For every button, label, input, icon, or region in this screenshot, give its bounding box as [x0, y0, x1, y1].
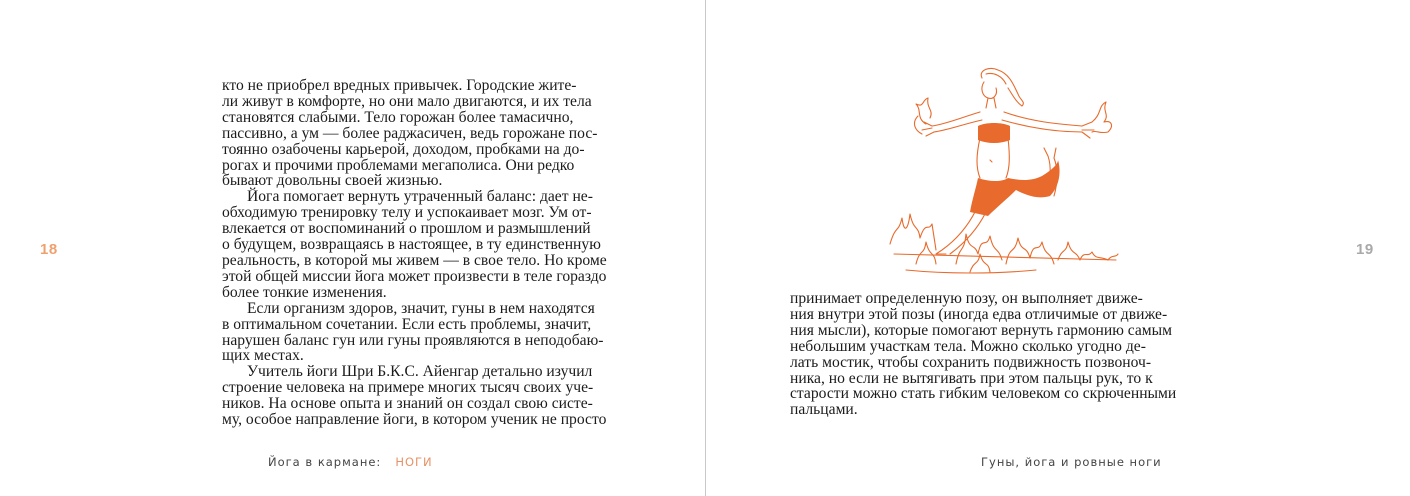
paragraph-start-line: Если организм здоров, значит, гуны в нем находятся [247, 299, 595, 317]
text-line: ников. На основе опыта и знаний он создал свою систе- [222, 395, 593, 413]
text-line: становятся слабыми. Тело горожан более тамасично, [222, 108, 574, 126]
paragraph-start-line: Учитель йоги Шри Б.К.С. Айенгар детально изучил [247, 363, 593, 381]
text-line: тоянно озабочены карьерой, доходом, пробками на до- [222, 140, 585, 158]
text-line: кто не приобрел вредных привычек. Городские жите- [222, 77, 577, 94]
text-line: пассивно, а ум — более раджасичен, ведь горожане пос- [222, 124, 598, 142]
text-line: му, особое направление йоги, в котором ученик не просто [222, 411, 607, 429]
text-line: этой общей миссии йога может произвести в теле гораздо [222, 267, 607, 285]
paragraph-start-line: Йога помогает вернуть утраченный баланс: дает не- [247, 188, 593, 206]
text-line: в оптимальном сочетании. Если есть проблемы, значит, [222, 315, 592, 333]
text-line: рогах и прочими проблемами мегаполиса. Они редко [222, 156, 575, 174]
text-line: бывают довольны своей жизнью. [222, 172, 443, 190]
running-head-section: НОГИ [395, 455, 433, 469]
running-head-left [268, 455, 433, 469]
text-line: старости можно стать гибким человеком со скрюченными [790, 385, 1177, 403]
page-number-right: 19 [1356, 241, 1374, 258]
page-number-left: 18 [40, 241, 58, 258]
text-line: влекается от воспоминаний о прошлом и размышлений [222, 220, 591, 238]
text-line: небольшим участкам тела. Можно сколько угодно де- [790, 337, 1146, 355]
text-line: ника, но если не вытягивать при этом пальцы рук, то к [790, 369, 1153, 387]
running-head-title: Йога в кармане: [268, 455, 382, 469]
text-line: лать мостик, чтобы сохранить подвижность позвоноч- [790, 353, 1152, 371]
woman-running-through-flames-illustration [886, 64, 1121, 279]
text-line: более тонкие изменения. [222, 283, 387, 301]
text-line: реальность, в которой мы живем — в свое тело. Но кроме [222, 251, 607, 269]
text-line: нарушен баланс гун или гуны проявляются в неподобаю- [222, 331, 604, 349]
text-line: обходимую тренировку телу и успокаивает мозг. Ум от- [222, 204, 592, 222]
right-page [706, 0, 1410, 496]
text-line: ли живут в комфорте, но они мало двигаются, и их тела [222, 92, 592, 110]
text-line: ния мысли), которые помогают вернуть гармонию самым [790, 321, 1172, 339]
left-page-body-text [222, 78, 607, 428]
right-page-body-text [790, 291, 1176, 418]
text-line: ния внутри этой позы (иногда едва отличимые от движе- [790, 305, 1168, 323]
text-line: принимает определенную позу, он выполняет движе- [790, 290, 1143, 307]
text-line: о будущем, возвращаясь в настоящее, в ту единственную [222, 236, 601, 254]
text-line: щих местах. [222, 347, 304, 365]
text-line: строение человека на примере многих тысяч своих уче- [222, 379, 594, 397]
running-head-right: Гуны, йога и ровные ноги [981, 455, 1162, 469]
text-line: пальцами. [790, 401, 858, 419]
